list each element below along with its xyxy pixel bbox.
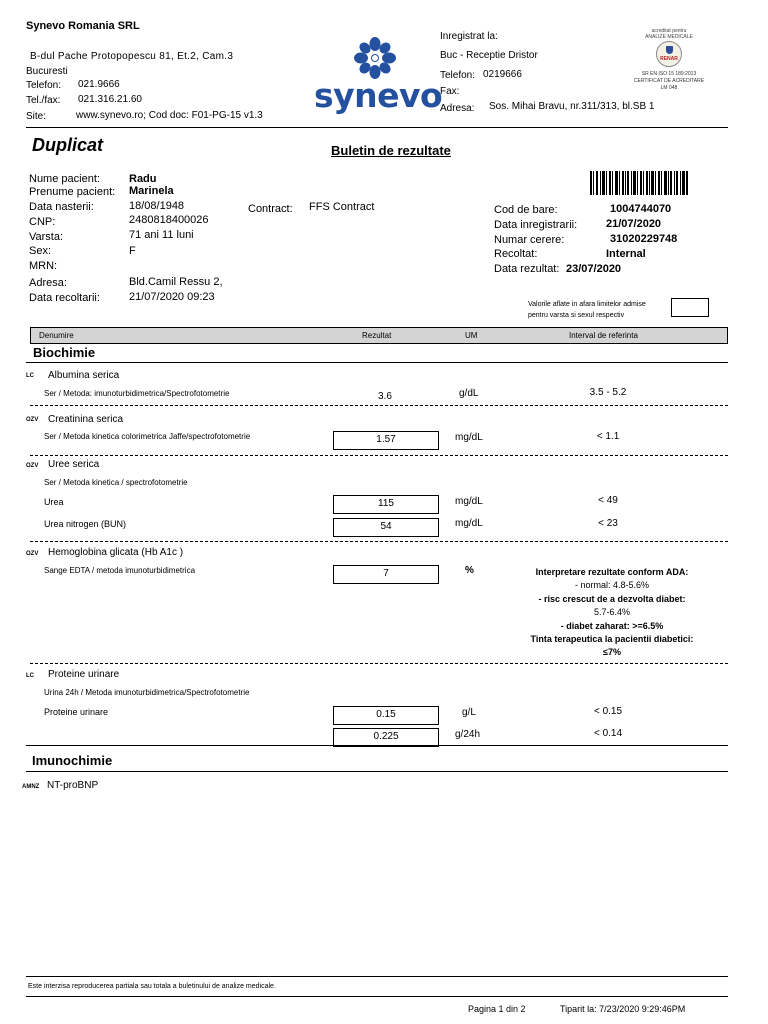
age-label: Varsta: [29,231,64,243]
test-name-ntprobnp: NT-proBNP [47,780,99,791]
barcode-value: 1004744070 [610,203,672,215]
col-um: UM [465,331,478,340]
section-biochimie: Biochimie [33,345,96,360]
sex-label: Sex: [29,245,52,257]
um-hba1c: % [465,565,474,576]
out-of-range-legend [528,299,646,321]
registered-label: Inregistrat la: [440,31,498,42]
footer-note: Este interzisa reproducerea partiala sau totala a buletinului de analize medicale. [28,983,276,990]
result-date: 23/07/2020 [566,263,622,275]
subtest-urea: Urea [44,497,64,507]
row-divider [30,541,728,542]
patient-address: Bld.Camil Ressu 2, [129,276,223,288]
patient-firstname-label: Prenume pacient: [29,186,116,198]
col-name: Denumire [39,331,74,340]
um-urea: mg/dL [455,496,483,507]
ref-proteine-gl: < 0.15 [593,706,623,717]
patient-lastname-label: Nume pacient: [29,173,100,185]
test-name-proteine: Proteine urinare [48,669,120,680]
section-imunochimie: Imunochimie [32,753,113,768]
duplicat-label: Duplicat [32,135,104,155]
company-address: B-dul Pache Protopopescu 81, Et.2, Cam.3 [30,51,234,62]
contract-value: FFS Contract [309,201,375,213]
cert-line5: LM 048 [660,85,678,91]
page-number: Pagina 1 din 2 [468,1004,526,1014]
r-phone-label: Telefon: [440,70,476,81]
ada-line: Tinta terapeutica la pacientii diabetici: [530,634,694,645]
subtest-proteine: Proteine urinare [44,707,109,717]
ada-line: 5.7-6.4% [593,607,631,618]
test-name-creatinina: Creatinina serica [48,414,124,425]
printed-at: Tiparit la: 7/23/2020 9:29:46PM [560,1004,686,1014]
test-tag: OZV [26,463,39,469]
request-number-label: Numar cerere: [494,234,565,246]
test-method: Sange EDTA / metoda imunoturbidimetrica [44,566,196,575]
result-date-label: Data rezultat: [494,263,560,275]
um-proteine-24h: g/24h [455,729,481,740]
row-divider [30,663,728,664]
reg-date-label: Data inregistrarii: [494,219,578,231]
r-address-label: Adresa: [440,103,475,114]
synevo-flower-icon [352,35,398,81]
result-bun: 54 [333,518,439,537]
r-phone-value: 0219666 [483,69,522,80]
renar-seal-icon [656,41,682,67]
um-albumina: g/dL [459,388,479,399]
dob-value: 18/08/1948 [129,200,185,212]
section-divider [26,771,728,772]
section-divider [26,745,728,746]
registered-at: Buc - Receptie Dristor [440,50,538,61]
collected-label: Recoltat: [494,248,538,260]
collect-date: 21/07/2020 09:23 [129,291,215,303]
um-bun: mg/dL [455,518,483,529]
ref-bun: < 23 [598,518,618,529]
renar-certificate-badge [626,28,712,94]
phone-value: 021.9666 [78,79,120,90]
cert-line3: SR EN ISO 15 189:2013 [641,71,697,77]
result-proteine-gl: 0.15 [333,706,439,725]
ada-interpretation [502,566,722,660]
request-number: 31020229748 [610,233,678,245]
result-hba1c: 7 [333,565,439,584]
r-fax-label: Fax: [440,86,460,97]
test-tag: AMNZ [22,784,40,790]
cert-line1: acreditat pentru [651,28,687,34]
sex-value: F [129,245,136,257]
reg-date: 21/07/2020 [606,218,662,230]
section-divider [26,362,728,363]
result-proteine-24h: 0.225 [333,728,439,747]
ref-albumina: 3.5 - 5.2 [589,387,627,398]
legend-line2: pentru varsta si sexul respectiv [528,312,625,319]
header-divider [26,127,728,128]
synevo-logo-text: synevo [314,76,443,115]
out-of-range-legend-box [671,298,709,317]
ref-urea: < 49 [598,495,618,506]
legend-line1: Valorile aflate in afara limitelor admise [528,301,646,308]
barcode-label: Cod de bare: [494,204,558,216]
cert-line2: ANALIZE MEDICALE [645,34,693,40]
test-method: Urina 24h / Metoda imunoturbidimetrica/Spectrofotometrie [44,688,250,697]
um-creatinina: mg/dL [455,432,483,443]
collect-date-label: Data recoltarii: [29,292,100,304]
mrn-label: MRN: [29,260,58,272]
barcode-image [590,171,688,195]
test-tag: LC [26,373,34,379]
row-divider [30,405,728,406]
footer-divider [26,976,728,977]
patient-lastname: Radu [129,173,157,185]
ada-line: - diabet zaharat: >=6.5% [560,620,664,631]
test-tag: LC [26,673,34,679]
test-method: Ser / Metoda: imunoturbidimetrica/Spectrofotometrie [44,389,230,398]
result-creatinina: 1.57 [333,431,439,450]
cnp-label: CNP: [29,216,56,228]
test-method: Ser / Metoda kinetica colorimetrica Jaffe/spectrofotometrie [44,432,251,441]
contract-label: Contract: [248,203,293,215]
result-albumina: 3.6 [378,391,392,402]
footer-divider [26,996,728,997]
ada-line: Interpretare rezultate conform ADA: [535,567,689,577]
company-city: Bucuresti [26,66,68,77]
r-address-value: Sos. Mihai Bravu, nr.311/313, bl.SB 1 [489,101,655,112]
phone-label: Telefon: [26,80,62,91]
ada-line: - normal: 4.8-5.6% [574,580,650,591]
renar-label: RENAR [660,56,678,62]
site-value: www.synevo.ro; Cod doc: F01-PG-15 v1.3 [76,110,263,121]
col-result: Rezultat [362,331,392,340]
dob-label: Data nasterii: [29,201,94,213]
cnp-value: 2480818400026 [129,214,209,226]
collected-value: Internal [606,248,646,260]
test-name-albumina: Albumina serica [48,370,120,381]
ada-line: - risc crescut de a dezvolta diabet: [538,593,686,604]
test-name-uree: Uree serica [48,459,100,470]
patient-address-label: Adresa: [29,277,67,289]
test-tag: OZV [26,417,39,423]
ref-proteine-24h: < 0.14 [593,728,623,739]
col-ref: Interval de referinta [569,331,638,340]
ada-line: ≤7% [603,647,621,658]
test-method: Ser / Metoda kinetica / spectrofotometrie [44,478,188,487]
test-name-hba1c: Hemoglobina glicata (Hb A1c ) [48,547,184,558]
subtest-bun: Urea nitrogen (BUN) [44,519,127,529]
um-proteine-gl: g/L [462,707,476,718]
result-urea: 115 [333,495,439,514]
patient-firstname: Marinela [129,185,174,197]
document-title: Buletin de rezultate [331,143,451,158]
test-tag: OZV [26,551,39,557]
cert-line4: CERTIFICAT DE ACREDITARE [633,78,705,84]
ref-creatinina: < 1.1 [596,431,620,442]
age-value: 71 ani 11 luni [129,229,194,241]
row-divider [30,455,728,456]
company-name: Synevo Romania SRL [26,20,140,32]
fax-label: Tel./fax: [26,95,61,106]
site-label: Site: [26,111,47,122]
fax-value: 021.316.21.60 [78,94,142,105]
results-table-header [30,327,728,344]
